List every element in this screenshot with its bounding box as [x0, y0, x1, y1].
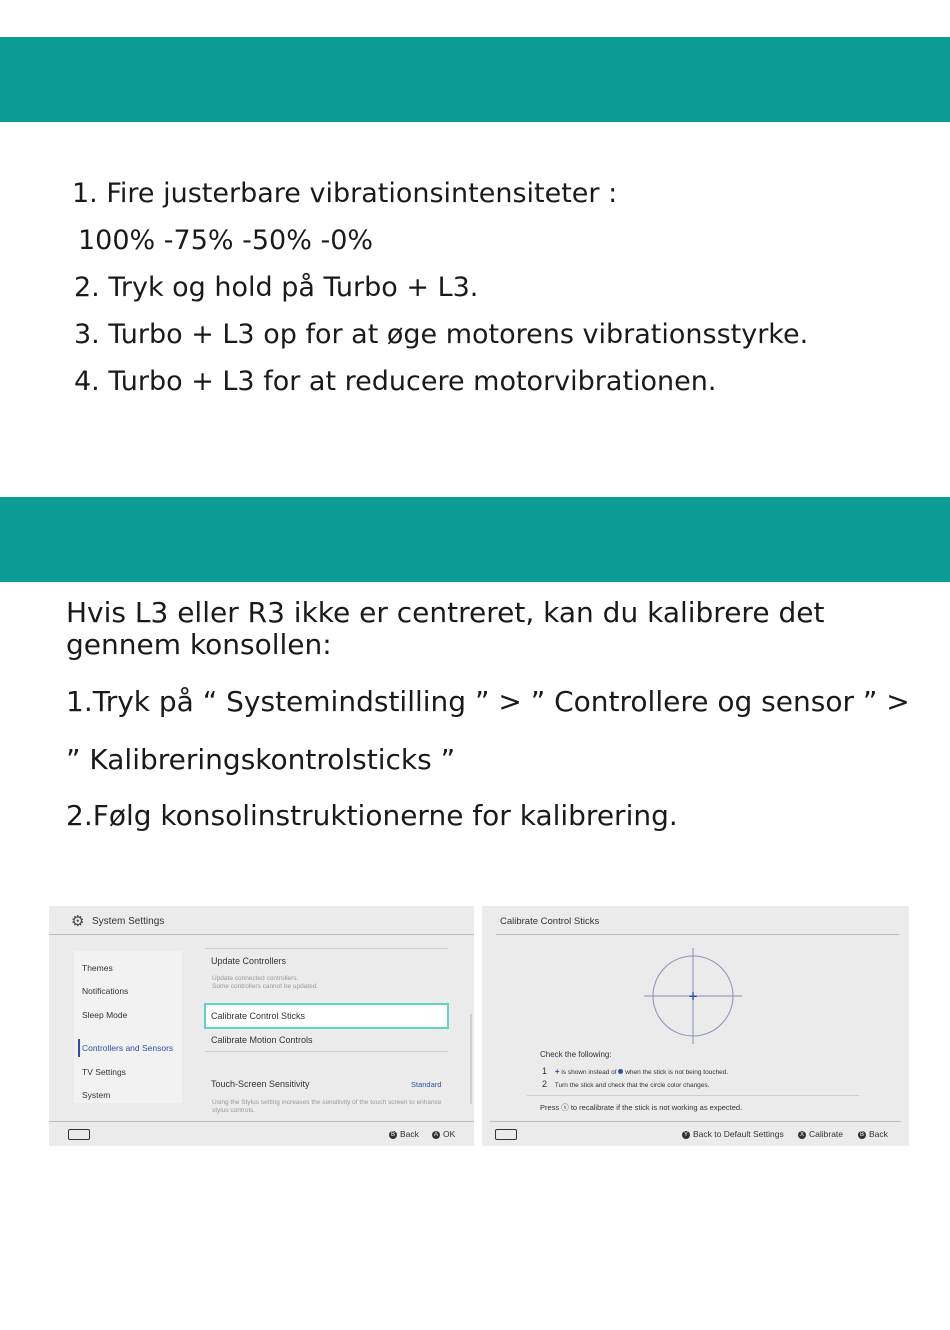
sidebar-item-themes[interactable]: Themes: [82, 963, 113, 973]
check-1-text-b: when the stick is not being touched.: [625, 1069, 729, 1076]
calibration-step-1a: 1.Tryk på “ Systemindstilling ” > ” Controllere og sensor ” >: [66, 685, 910, 718]
calibration-instructions: [66, 596, 916, 832]
update-desc-1: Update connected controllers.: [212, 975, 299, 982]
vibration-line-1: 1. Fire justerbare vibrationsintensiteter :: [72, 178, 618, 209]
gear-icon: ⚙: [71, 913, 85, 930]
stick-position-plus-icon: +: [687, 989, 699, 1003]
settings-header: [49, 906, 474, 935]
active-indicator: [78, 1039, 80, 1057]
calibrate-footer: [490, 1121, 901, 1146]
calibrate-sticks-item[interactable]: Calibrate Control Sticks: [211, 1011, 306, 1021]
header-band-bottom: [0, 497, 950, 582]
check-2-number: 2: [542, 1079, 548, 1089]
ok-button[interactable]: [432, 1129, 455, 1139]
vibration-instructions: [72, 170, 808, 405]
check-item-1: [542, 1066, 728, 1076]
sidebar-item-notifications[interactable]: Notifications: [82, 986, 129, 996]
check-2-text: Turn the stick and check that the circle color changes.: [554, 1082, 710, 1089]
ok-label: OK: [443, 1129, 456, 1139]
vibration-line-2: 100% -75% -50% -0%: [78, 225, 374, 256]
sidebar-item-tv-settings[interactable]: TV Settings: [82, 1067, 126, 1077]
divider: [205, 948, 448, 949]
calibrate-motion-item[interactable]: Calibrate Motion Controls: [211, 1035, 313, 1045]
calibrate-header: [496, 906, 899, 935]
press-note: Press ⓧ to recalibrate if the stick is not working as expected.: [540, 1103, 743, 1112]
stick-target-graphic: [642, 946, 744, 1048]
back-to-default-label: Back to Default Settings: [693, 1129, 784, 1139]
header-band-top: [0, 37, 950, 122]
check-1-number: 1: [542, 1066, 548, 1076]
vibration-line-5: 4. Turbo + L3 for at reducere motorvibrationen.: [74, 366, 717, 397]
divider: [205, 1051, 448, 1052]
back-button[interactable]: [389, 1129, 419, 1139]
console-icon: [495, 1129, 517, 1140]
calibration-step-2: 2.Følg konsolinstruktionerne for kalibrering.: [66, 799, 678, 832]
sidebar-item-system[interactable]: System: [82, 1090, 111, 1100]
vibration-line-3: 2. Tryk og hold på Turbo + L3.: [74, 272, 479, 303]
sidebar-panel: [74, 951, 182, 1103]
sidebar-item-sleep-mode[interactable]: Sleep Mode: [82, 1010, 128, 1020]
touch-sensitivity-value: Standard: [411, 1080, 442, 1089]
calibrate-label: Calibrate: [809, 1129, 844, 1139]
x-button-icon: X: [799, 1131, 804, 1138]
touch-sensitivity-item[interactable]: Touch-Screen Sensitivity: [211, 1079, 310, 1089]
calibrate-sticks-screenshot: [482, 906, 909, 1146]
calibration-intro: Hvis L3 eller R3 ikke er centreret, kan du kalibrere det gennem konsollen:: [66, 596, 825, 661]
back-label: Back: [400, 1129, 419, 1139]
settings-footer: [49, 1121, 474, 1146]
y-button-icon: Y: [683, 1131, 688, 1138]
a-button-icon: A: [433, 1131, 438, 1138]
touch-desc-1: Using the Stylus setting increases the sensitivity of the touch screen to enhance: [212, 1099, 442, 1106]
check-title: Check the following:: [540, 1050, 612, 1059]
back-button[interactable]: [858, 1129, 888, 1139]
calibrate-title: Calibrate Control Sticks: [500, 916, 600, 927]
update-controllers-item[interactable]: Update Controllers: [211, 956, 287, 966]
divider: [527, 1095, 859, 1096]
plus-icon: +: [554, 1067, 560, 1076]
check-1-text-a: is shown instead of: [561, 1069, 617, 1076]
calibration-step-1b: ” Kalibreringskontrolsticks ”: [66, 743, 456, 776]
sidebar-item-controllers[interactable]: Controllers and Sensors: [82, 1043, 174, 1053]
update-desc-2: Some controllers cannot be updated.: [212, 983, 319, 990]
check-item-2: [542, 1079, 709, 1089]
scrollbar[interactable]: [470, 1014, 472, 1104]
touch-desc-2: stylus controls.: [212, 1107, 255, 1114]
back-to-default-button[interactable]: [682, 1129, 784, 1139]
b-button-icon: B: [859, 1131, 864, 1138]
b-button-icon: B: [390, 1131, 395, 1138]
calibrate-button[interactable]: [798, 1129, 843, 1139]
back-label: Back: [869, 1129, 888, 1139]
settings-title: System Settings: [92, 916, 165, 927]
vibration-line-4: 3. Turbo + L3 op for at øge motorens vibrationsstyrke.: [74, 319, 809, 350]
system-settings-screenshot: [49, 906, 474, 1146]
dot-icon: [618, 1069, 623, 1074]
console-icon: [68, 1129, 90, 1140]
